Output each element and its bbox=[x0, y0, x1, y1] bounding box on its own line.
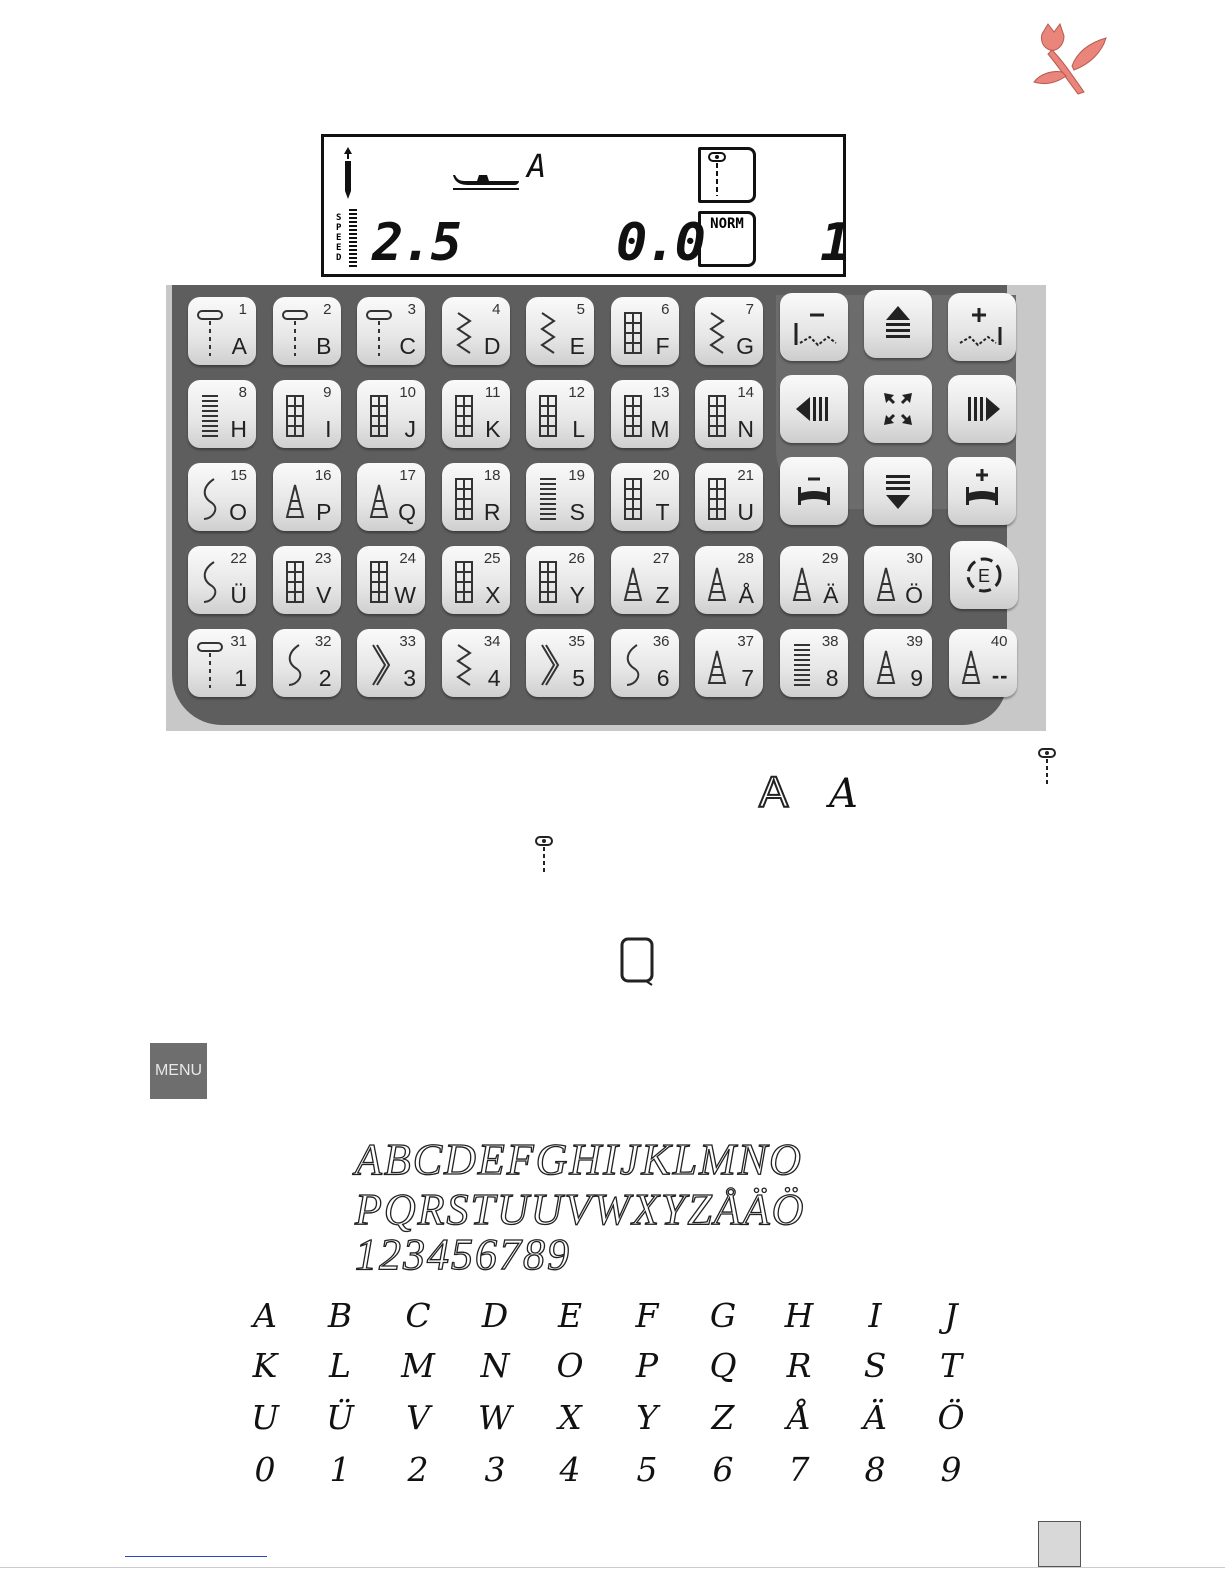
script-font-char: Ä bbox=[863, 1398, 887, 1437]
stitch-zig-dash-icon bbox=[534, 307, 562, 357]
stitch-key-letter: R bbox=[483, 499, 501, 525]
block-font-icon: A bbox=[759, 768, 789, 817]
script-font-char: Å bbox=[787, 1398, 811, 1437]
stitch-key-letter: H bbox=[230, 416, 247, 442]
script-font-char: 7 bbox=[788, 1450, 810, 1489]
stitch-key-letter: -- bbox=[991, 663, 1009, 688]
stitch-lines-icon bbox=[534, 473, 562, 523]
stitch-width-value: 2.5 bbox=[372, 213, 460, 273]
stitch-key-21[interactable] bbox=[695, 463, 763, 531]
needle-up-button[interactable] bbox=[864, 290, 932, 358]
stitch-key-18[interactable] bbox=[442, 463, 510, 531]
arrow-left-icon bbox=[780, 375, 848, 443]
stitch-key-2[interactable] bbox=[273, 297, 341, 365]
script-font-char: R bbox=[786, 1346, 812, 1385]
move-right-button[interactable] bbox=[948, 375, 1016, 443]
script-font-char: M bbox=[401, 1346, 435, 1385]
stitch-key-6[interactable] bbox=[611, 297, 679, 365]
stitch-bracket-icon bbox=[365, 639, 393, 689]
stitch-wedge3-icon bbox=[957, 639, 985, 689]
stitch-key-23[interactable] bbox=[273, 546, 341, 614]
script-font-char: F bbox=[635, 1296, 659, 1335]
stitch-tri-flat-icon bbox=[872, 556, 900, 606]
stitch-key-31[interactable] bbox=[188, 629, 256, 697]
stitch-key-number: 27 bbox=[652, 550, 670, 567]
stitch-key-26[interactable] bbox=[526, 546, 594, 614]
stitch-key-letter: D bbox=[483, 333, 501, 359]
stitch-pin-zig-icon bbox=[365, 307, 393, 357]
lcd-display bbox=[321, 134, 854, 277]
restart-button[interactable] bbox=[950, 541, 1018, 609]
stitch-key-7[interactable] bbox=[695, 297, 763, 365]
stitch-key-letter: P bbox=[316, 499, 332, 525]
stitch-cross-icon bbox=[703, 390, 731, 440]
script-font-char: D bbox=[481, 1296, 509, 1335]
length-decrease-button[interactable] bbox=[780, 457, 848, 525]
script-font-char: W bbox=[478, 1398, 512, 1437]
page-number-box bbox=[1038, 1521, 1081, 1567]
stitch-key-number: 37 bbox=[737, 633, 754, 650]
stitch-keypad bbox=[166, 285, 1046, 731]
stitch-number: 1 bbox=[820, 213, 854, 273]
stitch-key-16[interactable] bbox=[273, 463, 341, 531]
stitch-steps-icon bbox=[450, 556, 478, 606]
stitch-arc-icon bbox=[619, 639, 647, 689]
stitch-key-letter: V bbox=[316, 582, 332, 608]
stitch-pin3-icon bbox=[281, 307, 309, 357]
stitch-key-32[interactable] bbox=[273, 629, 341, 697]
stitch-grid-icon bbox=[619, 390, 647, 440]
stitch-key-number: 9 bbox=[323, 384, 332, 401]
stitch-key-letter: O bbox=[229, 499, 247, 525]
stitch-key-letter: F bbox=[655, 333, 670, 359]
script-font-char: Z bbox=[711, 1398, 735, 1437]
script-font-char: H bbox=[784, 1296, 814, 1335]
stitch-key-number: 1 bbox=[238, 301, 247, 318]
stitch-key-11[interactable] bbox=[442, 380, 510, 448]
stitch-dbl-zig-icon bbox=[703, 307, 731, 357]
stitch-key-letter: L bbox=[572, 416, 585, 442]
stitch-length-value: 0.0 bbox=[616, 213, 704, 273]
stitch-chain-icon bbox=[703, 473, 731, 523]
stitch-key-letter: M bbox=[650, 416, 670, 442]
menu-button[interactable]: MENU bbox=[150, 1043, 207, 1099]
script-font-char: K bbox=[252, 1346, 278, 1385]
width-increase-icon bbox=[948, 293, 1016, 361]
script-font-char: T bbox=[939, 1346, 962, 1385]
stitch-key-letter: U bbox=[737, 499, 754, 525]
stitch-key-letter: 5 bbox=[572, 665, 585, 691]
stitch-key-letter: 3 bbox=[403, 665, 416, 691]
script-font-char: Ö bbox=[937, 1398, 965, 1437]
stitch-key-12[interactable] bbox=[526, 380, 594, 448]
stitch-key-13[interactable] bbox=[611, 380, 679, 448]
stitch-key-letter: 2 bbox=[318, 665, 332, 691]
stitch-flower-icon bbox=[365, 556, 393, 606]
stitch-key-letter: 9 bbox=[910, 665, 923, 691]
straight-stitch-icon-inline bbox=[533, 835, 555, 875]
stitch-key-number: 28 bbox=[737, 550, 754, 567]
script-font-char: Q bbox=[709, 1346, 737, 1385]
stitch-key-letter: J bbox=[404, 416, 416, 442]
stitch-key-38[interactable] bbox=[780, 629, 848, 697]
stitch-key-number: 25 bbox=[483, 550, 501, 567]
stitch-key-29[interactable] bbox=[780, 546, 848, 614]
length-increase-button[interactable] bbox=[948, 457, 1016, 525]
script-font-char: 0 bbox=[254, 1450, 276, 1489]
script-font-char: L bbox=[329, 1346, 351, 1385]
stitch-bar-icon bbox=[196, 390, 224, 440]
stitch-block-icon bbox=[450, 390, 478, 440]
stitch-key-36[interactable] bbox=[611, 629, 679, 697]
stitch-key-letter: Z bbox=[655, 582, 670, 608]
stitch-key-number: 40 bbox=[990, 633, 1008, 650]
norm-label: NORM bbox=[710, 216, 744, 232]
length-increase-icon bbox=[948, 457, 1016, 525]
stitch-key-number: 23 bbox=[314, 550, 332, 567]
stitch-key-letter: W bbox=[394, 582, 416, 608]
needle-down-button[interactable] bbox=[864, 457, 932, 525]
script-font-char: B bbox=[327, 1296, 353, 1335]
arrow-up-icon bbox=[864, 290, 932, 358]
stitch-zig-arrows-icon bbox=[450, 639, 478, 689]
stitch-key-9[interactable] bbox=[273, 380, 341, 448]
length-decrease-icon bbox=[780, 457, 848, 525]
script-font-char: X bbox=[558, 1398, 582, 1437]
script-font-char: I bbox=[868, 1296, 882, 1335]
stitch-diamond-icon bbox=[534, 390, 562, 440]
stitch-chevron-icon bbox=[534, 639, 562, 689]
stitch-key-letter: Ü bbox=[230, 582, 247, 608]
stitch-key-letter: N bbox=[737, 416, 754, 442]
script-font-icon: A bbox=[829, 771, 858, 817]
presser-foot-icon bbox=[449, 163, 521, 191]
stitch-oval-icon bbox=[365, 390, 393, 440]
stitch-key-letter: S bbox=[569, 499, 585, 525]
stitch-key-letter: Å bbox=[738, 582, 754, 608]
stitch-key-letter: T bbox=[655, 499, 670, 525]
stitch-key-number: 38 bbox=[821, 633, 839, 650]
stitch-key-number: 14 bbox=[737, 384, 754, 401]
stitch-key-22[interactable] bbox=[188, 546, 256, 614]
stitch-tri-icon bbox=[281, 473, 309, 523]
script-font-char: O bbox=[556, 1346, 584, 1385]
script-font-char: 1 bbox=[329, 1450, 351, 1489]
needle-icon bbox=[338, 145, 358, 199]
width-decrease-icon bbox=[780, 293, 848, 361]
stitch-key-35[interactable] bbox=[526, 629, 594, 697]
stitch-tri2-icon bbox=[365, 473, 393, 523]
stitch-key-letter: K bbox=[485, 416, 501, 442]
stitch-key-number: 6 bbox=[661, 301, 670, 318]
block-font-line-2: PQRSTUUVWXYZÅÄÖ bbox=[355, 1185, 806, 1234]
stitch-key-39[interactable] bbox=[864, 629, 932, 697]
script-font-char: 3 bbox=[484, 1450, 506, 1489]
stitch-key-28[interactable] bbox=[695, 546, 763, 614]
stitch-key-letter: 6 bbox=[656, 665, 670, 691]
stitch-key-number: 11 bbox=[484, 384, 501, 401]
stitch-key-37[interactable] bbox=[695, 629, 763, 697]
stitch-wedge2-icon bbox=[872, 639, 900, 689]
outline-box-icon bbox=[618, 935, 658, 987]
stitch-key-letter: E bbox=[569, 333, 585, 359]
stitch-key-number: 20 bbox=[652, 467, 670, 484]
stitch-key-letter: Ö bbox=[905, 582, 923, 608]
expand-arrows-icon bbox=[864, 375, 932, 443]
circular-arrows-e-icon bbox=[950, 541, 1018, 609]
stitch-key-number: 19 bbox=[568, 467, 585, 484]
stitch-braid-icon bbox=[619, 473, 647, 523]
stitch-key-letter: X bbox=[485, 582, 501, 608]
width-decrease-button[interactable] bbox=[780, 293, 848, 361]
stitch-mesh-icon bbox=[450, 473, 478, 523]
script-font-char: Y bbox=[636, 1398, 658, 1437]
script-font-char: 6 bbox=[712, 1450, 734, 1489]
script-font-char: 8 bbox=[864, 1450, 886, 1489]
stitch-key-17[interactable] bbox=[357, 463, 425, 531]
mirror-button[interactable] bbox=[864, 375, 932, 443]
script-font-char: C bbox=[405, 1296, 431, 1335]
script-font-char: 4 bbox=[559, 1450, 581, 1489]
stitch-key-number: 7 bbox=[745, 301, 754, 318]
stitch-tri-small-icon bbox=[703, 556, 731, 606]
stitch-tri-med-icon bbox=[788, 556, 816, 606]
speed-label: SPEED bbox=[336, 213, 342, 263]
stitch-key-number: 30 bbox=[906, 550, 923, 567]
stitch-pin-icon bbox=[196, 307, 224, 357]
stitch-scallop-icon bbox=[196, 473, 224, 523]
stitch-preview-box bbox=[698, 147, 756, 203]
footer-rule bbox=[0, 1567, 1225, 1568]
block-font-line-3: 123456789 bbox=[355, 1230, 571, 1279]
stitch-key-33[interactable] bbox=[357, 629, 425, 697]
stitch-key-number: 12 bbox=[568, 384, 585, 401]
straight-stitch-icon-inline bbox=[1036, 747, 1058, 787]
stitch-key-letter: G bbox=[736, 333, 754, 359]
stitch-key-letter: Q bbox=[398, 499, 416, 525]
tulip-logo bbox=[1028, 20, 1113, 100]
stitch-leaf-icon bbox=[281, 556, 309, 606]
stitch-key-letter: 7 bbox=[741, 665, 754, 691]
stitch-key-letter: A bbox=[231, 333, 247, 359]
script-font-char: V bbox=[406, 1398, 430, 1437]
stitch-curl-icon bbox=[196, 556, 224, 606]
script-font-char: A bbox=[253, 1296, 277, 1335]
stitch-key-number: 32 bbox=[314, 633, 332, 650]
stitch-key-number: 17 bbox=[399, 467, 416, 484]
script-font-char: J bbox=[944, 1296, 958, 1335]
stitch-key-letter: I bbox=[325, 416, 332, 442]
stitch-key-4[interactable] bbox=[442, 297, 510, 365]
stitch-key-number: 35 bbox=[568, 633, 585, 650]
stitch-key-number: 15 bbox=[230, 467, 247, 484]
script-font-char: 2 bbox=[407, 1450, 429, 1489]
stitch-tri-fill-icon bbox=[619, 556, 647, 606]
script-font-char: 5 bbox=[636, 1450, 658, 1489]
stitch-key-letter: 4 bbox=[487, 665, 501, 691]
stitch-pin3b-icon bbox=[196, 639, 224, 689]
script-font-char: E bbox=[557, 1296, 583, 1335]
script-font-char: U bbox=[251, 1398, 279, 1437]
stitch-key-number: 29 bbox=[821, 550, 839, 567]
block-font-line-1: ABCDEFGHIJKLMNO bbox=[355, 1135, 803, 1184]
stitch-key-10[interactable] bbox=[357, 380, 425, 448]
stitch-key-15[interactable] bbox=[188, 463, 256, 531]
move-left-button[interactable] bbox=[780, 375, 848, 443]
stitch-key-number: 31 bbox=[230, 633, 247, 650]
stitch-key-number: 36 bbox=[652, 633, 670, 650]
stitch-key-30[interactable] bbox=[864, 546, 932, 614]
stitch-wedge-icon bbox=[703, 639, 731, 689]
stitch-key-number: 8 bbox=[238, 384, 247, 401]
script-font-char: S bbox=[863, 1346, 887, 1385]
stitch-mode-box bbox=[698, 211, 756, 267]
straight-stitch-icon bbox=[701, 150, 753, 200]
arrow-down-icon bbox=[864, 457, 932, 525]
stitch-key-number: 4 bbox=[492, 301, 501, 318]
script-font-char: Ü bbox=[326, 1398, 354, 1437]
stitch-key-5[interactable] bbox=[526, 297, 594, 365]
stitch-key-letter: 8 bbox=[825, 665, 839, 691]
stitch-key-number: 33 bbox=[399, 633, 416, 650]
stitch-key-3[interactable] bbox=[357, 297, 425, 365]
stitch-key-number: 13 bbox=[652, 384, 670, 401]
stitch-curve-icon bbox=[281, 639, 309, 689]
stitch-key-letter: Y bbox=[569, 582, 585, 608]
stitch-zig-icon bbox=[450, 307, 478, 357]
script-font-char: P bbox=[635, 1346, 659, 1385]
stitch-key-number: 24 bbox=[399, 550, 416, 567]
stitch-fringe-icon bbox=[281, 390, 309, 440]
footer-link-underline[interactable] bbox=[125, 1556, 267, 1557]
script-font-char: G bbox=[709, 1296, 737, 1335]
stitch-key-27[interactable] bbox=[611, 546, 679, 614]
stitch-key-letter: B bbox=[316, 333, 332, 359]
stitch-key-20[interactable] bbox=[611, 463, 679, 531]
stitch-key-number: 26 bbox=[568, 550, 585, 567]
presser-foot-code: A bbox=[527, 147, 549, 185]
stitch-key-1[interactable] bbox=[188, 297, 256, 365]
width-increase-button[interactable] bbox=[948, 293, 1016, 361]
stitch-key-number: 10 bbox=[399, 384, 416, 401]
stitch-key-40[interactable] bbox=[949, 629, 1017, 697]
stitch-key-19[interactable] bbox=[526, 463, 594, 531]
stitch-ladder-icon bbox=[619, 307, 647, 357]
svg-text:E: E bbox=[977, 566, 991, 586]
stitch-key-number: 34 bbox=[483, 633, 501, 650]
stitch-key-24[interactable] bbox=[357, 546, 425, 614]
stitch-key-8[interactable] bbox=[188, 380, 256, 448]
stitch-key-number: 2 bbox=[323, 301, 332, 318]
stitch-key-number: 22 bbox=[230, 550, 247, 567]
stitch-key-25[interactable] bbox=[442, 546, 510, 614]
stitch-key-letter: Ä bbox=[823, 582, 839, 608]
stitch-key-number: 21 bbox=[737, 467, 754, 484]
stitch-key-number: 16 bbox=[314, 467, 332, 484]
stitch-key-number: 39 bbox=[906, 633, 923, 650]
arrow-right-icon bbox=[948, 375, 1016, 443]
stitch-key-number: 18 bbox=[483, 467, 501, 484]
stitch-bars-icon bbox=[788, 639, 816, 689]
stitch-key-34[interactable] bbox=[442, 629, 510, 697]
stitch-wave-icon bbox=[534, 556, 562, 606]
speed-bar bbox=[349, 209, 357, 267]
script-font-char: 9 bbox=[940, 1450, 962, 1489]
stitch-key-number: 5 bbox=[576, 301, 585, 318]
stitch-key-number: 3 bbox=[407, 301, 416, 318]
script-font-char: N bbox=[480, 1346, 510, 1385]
stitch-key-14[interactable] bbox=[695, 380, 763, 448]
stitch-key-letter: C bbox=[399, 333, 416, 359]
stitch-key-letter: 1 bbox=[234, 665, 247, 691]
